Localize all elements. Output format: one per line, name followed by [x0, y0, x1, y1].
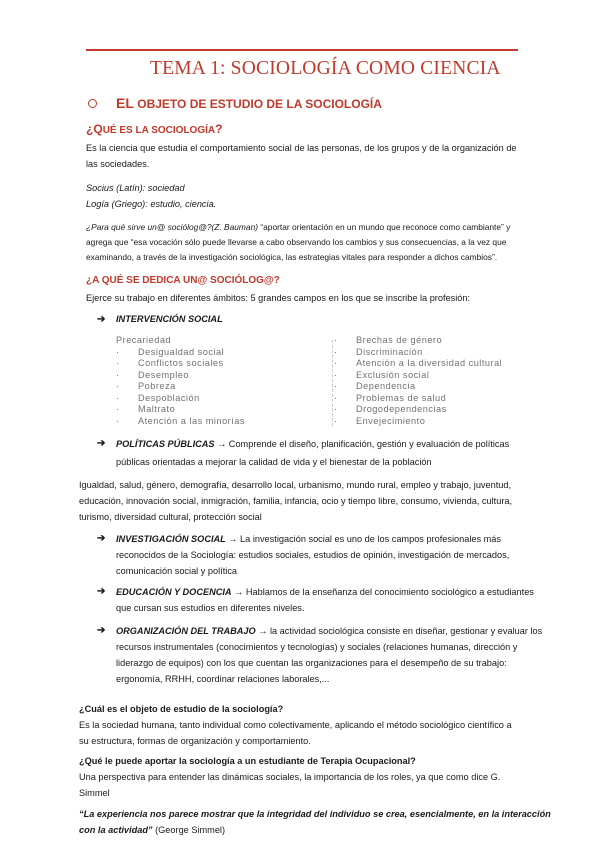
investigacion-label: INVESTIGACIÓN SOCIAL: [116, 534, 226, 544]
list-item: · Conflictos sociales: [116, 358, 224, 368]
section-heading-rest: OBJETO DE ESTUDIO DE LA SOCIOLOGÍA: [137, 97, 382, 111]
investigacion-line-2: reconocidos de la Sociología: estudios sociales, estudios de opinión, investigación de mercados,: [116, 550, 510, 560]
list-item: · Atención a las minorías: [116, 415, 245, 426]
bauman-line1: “aportar orientación en un mundo que reconoce como cambiante” y: [258, 222, 511, 232]
simmel-quote-2: con la actividad”: [79, 825, 153, 835]
bullet-dot-icon: ·: [334, 346, 338, 357]
bullet-dot-icon: ·: [116, 369, 120, 380]
q1-rest: UÉ ES LA SOCIOLOGÍA: [102, 125, 216, 136]
organizacion-line-2: recursos instrumentales (conocimientos y tecnologías) y sociales (relaciones humanas, dirección y: [116, 642, 518, 652]
topics-line-1: Igualdad, salud, género, demografía, desarrollo local, urbanismo, mundo rural, empleo y trabajo, juventud,: [79, 480, 512, 490]
educacion-text: → Hablamos de la enseñanza del conocimiento sociológico a estudiantes: [231, 587, 534, 597]
simmel-quote-1: “La experiencia nos parece mostrar que la integridad del individuo se crea, esencialmente, en la interacción: [79, 809, 551, 819]
list-item: · Atención a la diversidad cultural: [334, 358, 503, 368]
q1-big: Q: [93, 122, 103, 136]
circle-bullet-icon: [88, 99, 97, 108]
section-heading: [116, 95, 382, 111]
bauman-quote-line-2: agrega que “esa vocación sólo puede llevarse a cabo observando los cambios y sus consecuencias, a la vez que: [86, 237, 507, 247]
list-item: · Dependencia: [334, 381, 416, 391]
fields-intro: Ejerce su trabajo en diferentes ámbitos: 5 grandes campos en los que se inscribe la profesión:: [86, 293, 471, 303]
investigacion-line-3: comunicación social y política: [116, 566, 238, 576]
bullet-dot-icon: ·: [116, 392, 120, 403]
bullet-dot-icon: ·: [116, 346, 120, 357]
list-item: · Envejecimiento: [334, 415, 426, 426]
etymology-socius: Socius (Latín): sociedad: [86, 183, 185, 193]
question-occupational-therapy: ¿Qué le puede aportar la sociología a un estudiante de Terapia Ocupacional?: [79, 756, 416, 766]
bullet-dot-icon: ·: [116, 415, 120, 426]
simmel-author: (George Simmel): [152, 825, 226, 835]
page-title: TEMA 1: SOCIOLOGÍA COMO CIENCIA: [150, 58, 501, 79]
arrow-icon: ➔: [97, 314, 106, 325]
intervencion-left-list: [116, 335, 245, 427]
arrow-icon: ➔: [97, 586, 106, 597]
politicas-text: → Comprende el diseño, planificación, gestión y evaluación de políticas: [214, 439, 510, 449]
organizacion-label: ORGANIZACIÓN DEL TRABAJO: [116, 626, 256, 636]
topics-line-2: educación, innovación social, inmigración, familia, infancia, ocio y tiempo libre, consumo, vivienda, cultura,: [79, 496, 513, 506]
therapy-answer-line-2: Simmel: [79, 788, 110, 798]
therapy-answer-line-1: Una perspectiva para entender las dinámicas sociales, la importancia de los roles, ya que como dice G.: [79, 772, 501, 782]
bullet-dot-icon: ·: [334, 358, 338, 368]
investigacion-text: → La investigación social es uno de los campos profesionales más: [225, 534, 502, 544]
organizacion-text: → la actividad sociológica consiste en diseñar, gestionar y evaluar los: [255, 626, 543, 636]
list-item: · Drogodependencias: [334, 404, 447, 414]
question-what-does-sociologist-do: ¿A QUÉ SE DEDICA UN@ SOCIÓLOG@?: [86, 275, 280, 286]
list-item: · Maltrato: [116, 404, 176, 414]
list-item: · Problemas de salud: [334, 392, 447, 403]
title-rule: [86, 49, 518, 51]
simmel-quote-line-2: [79, 822, 225, 838]
topics-line-3: turismo, diversidad cultural, protección social: [79, 512, 262, 522]
politicas-label: POLÍTICAS PÚBLICAS: [116, 439, 215, 449]
list-item: · Brechas de género: [334, 335, 443, 345]
list-item: · Desigualdad social: [116, 346, 225, 357]
investigacion-line-1: [116, 531, 501, 547]
section-heading-first: EL: [116, 95, 134, 111]
bauman-quote-line-3: examinando, a través de la investigación sociológica, las estrategias vitales para responder a dichos cambios”.: [86, 252, 498, 262]
object-answer-line-2: su estructura, formas de organización y comportamiento.: [79, 736, 311, 746]
educacion-line-1: [116, 584, 534, 600]
list-item: · Exclusión social: [334, 369, 430, 380]
q1-pre: ¿: [86, 122, 94, 136]
definition-line-1: Es la ciencia que estudia el comportamiento social de las personas, de los grupos y de la organización de: [86, 143, 517, 153]
bauman-intro: ¿Para qué sirve un@ sociólog@?(Z. Bauman): [86, 222, 259, 232]
simmel-quote-line-1: [79, 806, 551, 822]
intervencion-right-list: [334, 335, 502, 427]
arrow-icon: ➔: [97, 625, 106, 636]
left-list-header: Precariedad: [116, 335, 172, 345]
bullet-dot-icon: ·: [334, 381, 338, 391]
bullet-dot-icon: ·: [334, 369, 338, 380]
intervencion-social-label: INTERVENCIÓN SOCIAL: [116, 314, 223, 324]
educacion-label: EDUCACIÓN Y DOCENCIA: [116, 587, 232, 597]
column-divider: [332, 340, 333, 426]
bauman-quote-line-1: [86, 220, 510, 235]
organizacion-line-1: [116, 623, 542, 639]
list-item: · Despoblación: [116, 392, 200, 403]
object-answer-line-1: Es la sociedad humana, tanto individual como colectivamente, aplicando el método sociológico científico a: [79, 720, 512, 730]
organizacion-line-3: liderazgo de equipos) con los que cuentan las organizaciones para el desempeño de su trabajo:: [116, 658, 507, 668]
list-item: · Discriminación: [334, 346, 423, 357]
etymology-logia: Logía (Griego): estudio, ciencia.: [86, 199, 217, 209]
politicas-line-2: públicas orientadas a mejorar la calidad de vida y el bienestar de la población: [116, 457, 432, 467]
bullet-dot-icon: ·: [334, 335, 338, 345]
bullet-dot-icon: ·: [334, 404, 338, 414]
arrow-icon: ➔: [97, 533, 106, 544]
question-object-of-study: ¿Cuál es el objeto de estudio de la sociología?: [79, 704, 284, 714]
educacion-line-2: que cursan sus estudios en diferentes niveles.: [116, 603, 305, 613]
q1-post: ?: [215, 122, 223, 136]
list-item: · Desempleo: [116, 369, 189, 380]
bullet-dot-icon: ·: [334, 415, 338, 426]
politicas-line-1: [116, 436, 509, 452]
bullet-dot-icon: ·: [116, 404, 120, 414]
question-what-is-sociology: [86, 122, 222, 136]
bullet-dot-icon: ·: [116, 358, 120, 368]
arrow-icon: ➔: [97, 438, 106, 449]
list-item: · Pobreza: [116, 381, 176, 391]
definition-line-2: las sociedades.: [86, 159, 150, 169]
bullet-dot-icon: ·: [334, 392, 338, 403]
bullet-dot-icon: ·: [116, 381, 120, 391]
organizacion-line-4: ergonomía, RRHH, coordinar relaciones laborales,...: [116, 674, 330, 684]
